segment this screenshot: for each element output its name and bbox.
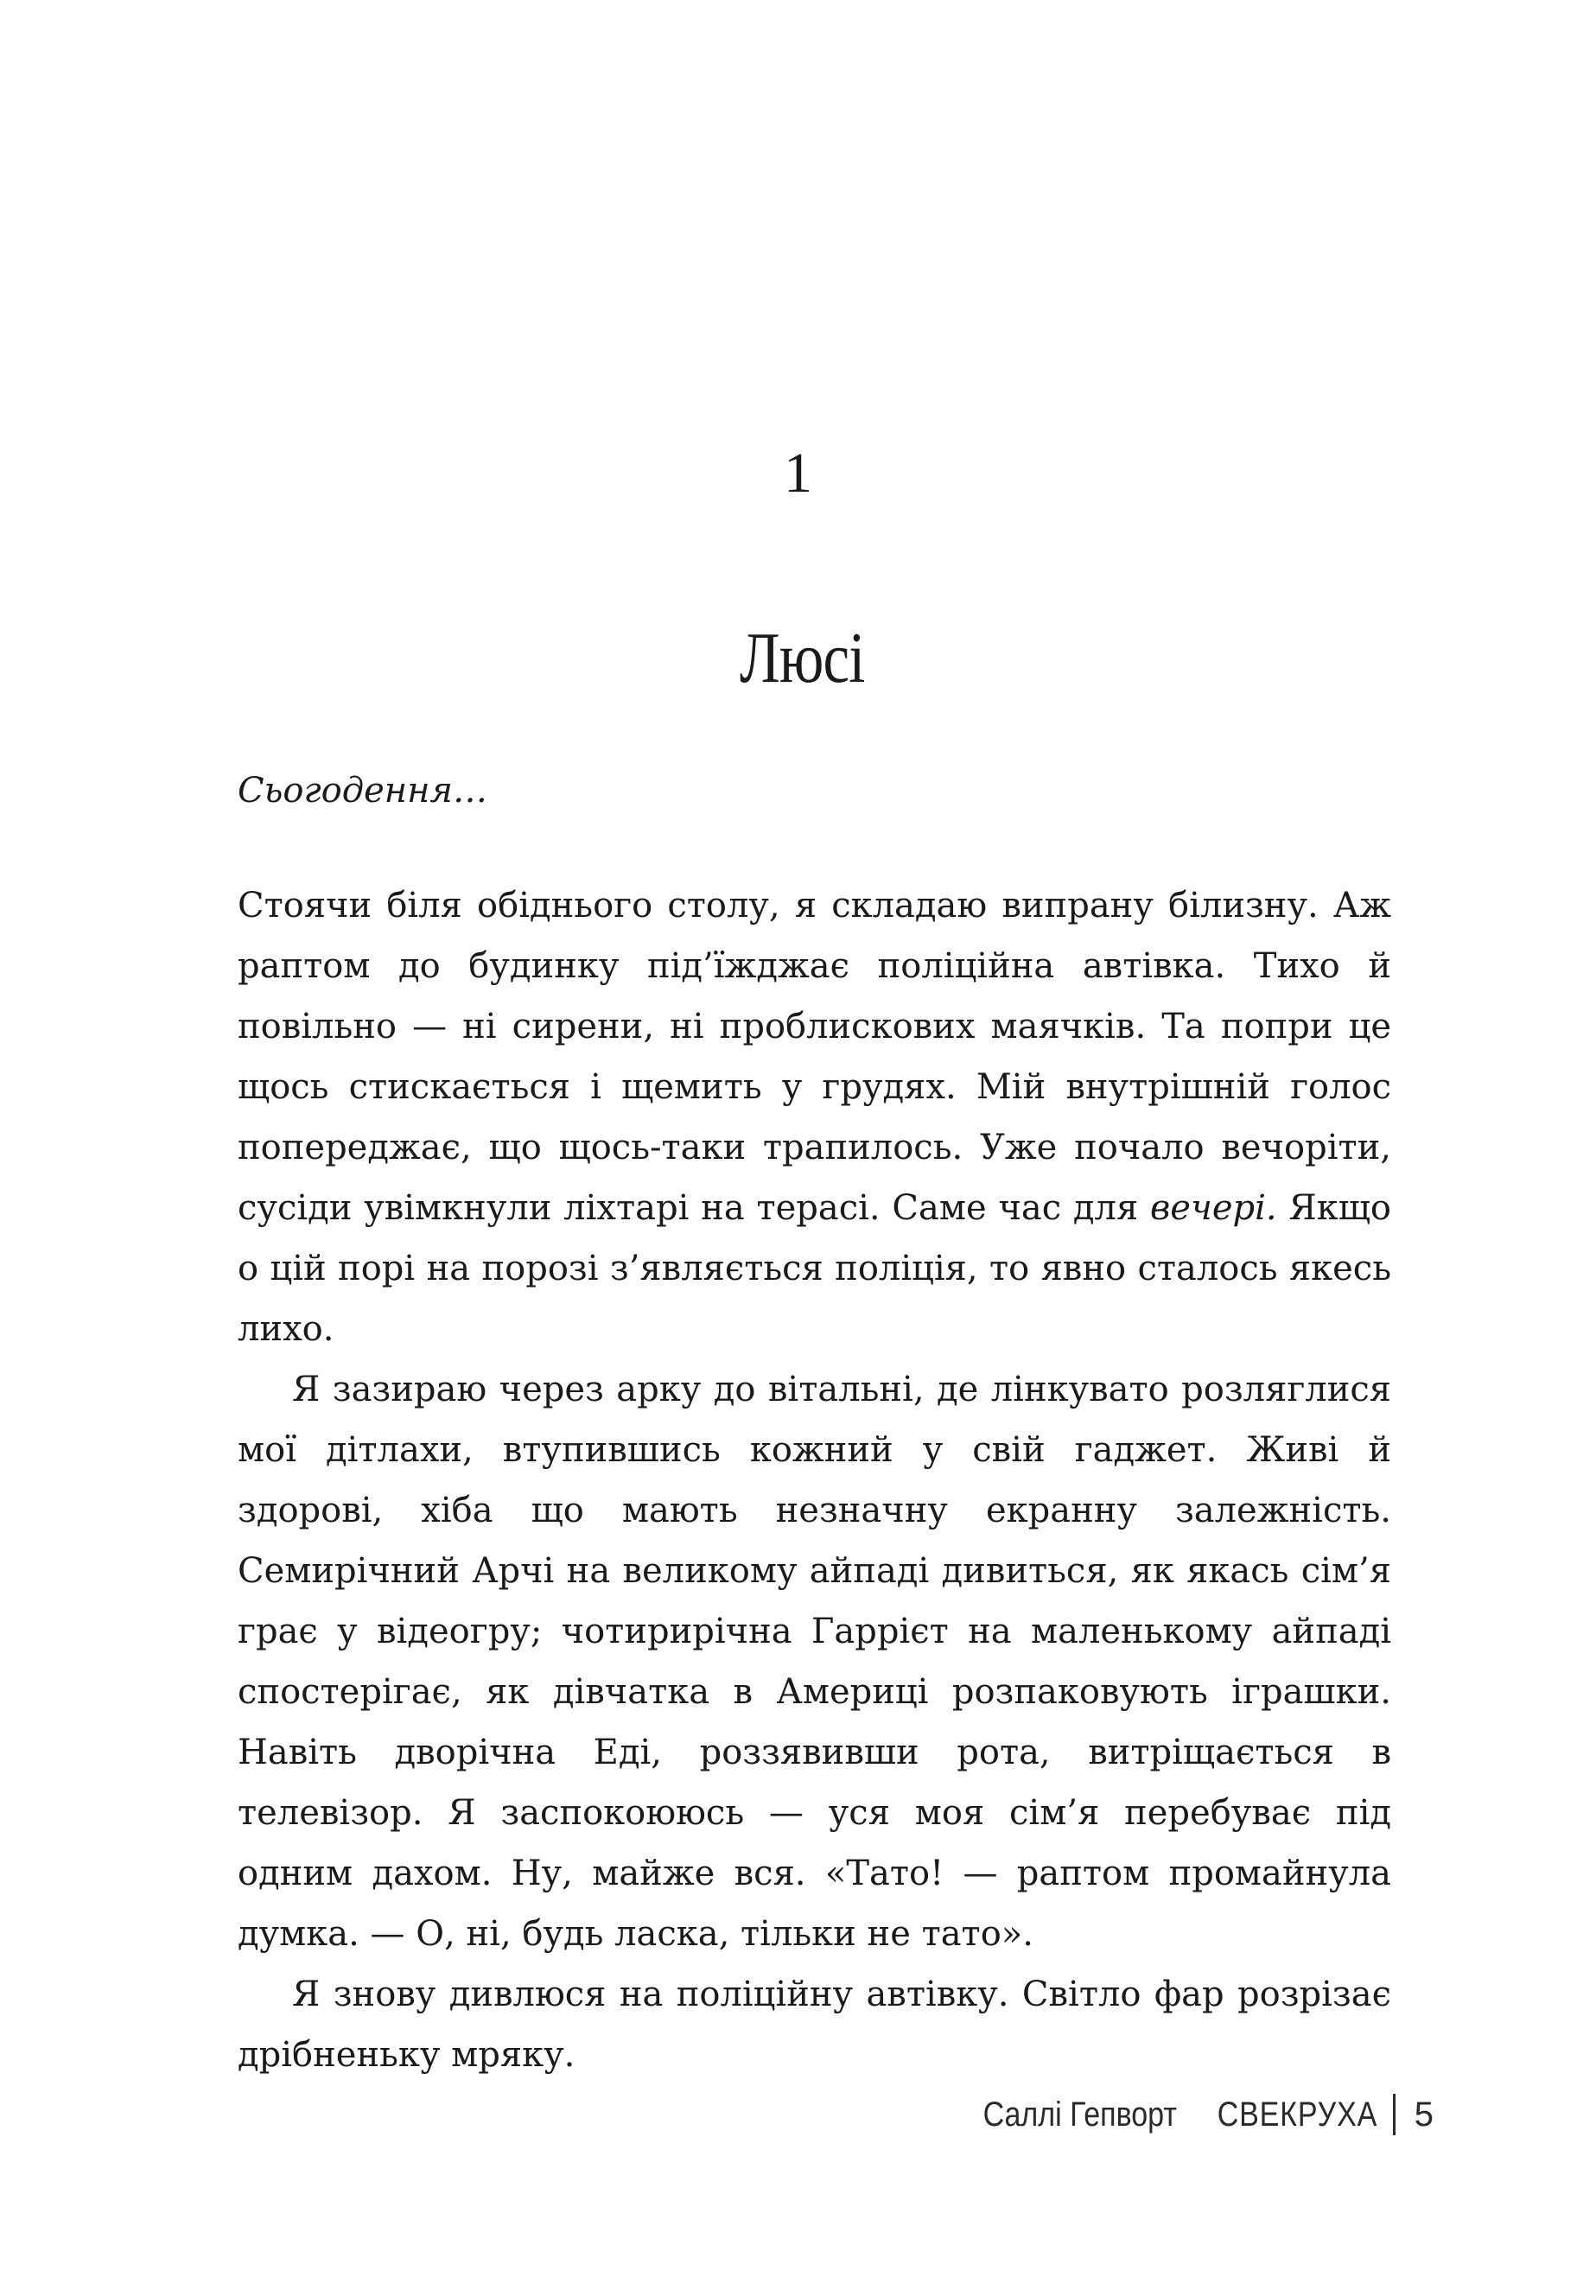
footer-author: Саллі Гепворт bbox=[982, 2096, 1177, 2134]
body-text bbox=[238, 875, 1391, 2085]
paragraph-1 bbox=[238, 875, 1391, 1359]
footer-book-title: СВЕКРУХА bbox=[1217, 2096, 1377, 2134]
footer-separator bbox=[1393, 2094, 1396, 2135]
chapter-title: Люсі bbox=[739, 618, 865, 698]
chapter-number: 1 bbox=[784, 442, 812, 505]
paragraph-3: Я знову дивлюся на поліційну автівку. Світло фар розрізає дрібненьку мряку. bbox=[238, 1975, 1391, 2075]
paragraph-2: Я зазираю через арку до вітальні, де лінкувато розляглися мої дітлахи, втупившись кожний у свій гаджет. Живі й здорові, хіба що мають незначну екранну залежність. Семирічний Арчі на великому айпаді дивиться, як якась сім’я грає у відеогру; чотирирічна Гаррієт на маленькому айпаді спостерігає, як дівчатка в Америці розпаковують іграшки. Навіть дворічна Еді, роззявивши рота, витріщається в телевізор. Я заспокоююсь — уся моя сім’я перебуває під одним дахом. Ну, майже вся. «Тато! — раптом промайнула думка. — О, ні, будь ласка, тільки не тато». bbox=[238, 1370, 1391, 1954]
paragraph-1-text-a: Стоячи біля обіднього столу, я складаю випрану білизну. Аж раптом до будинку під’їжджає поліційна автівка. Тихо й повільно — ні сирени, ні проблискових маячків. Та попри це щось стискається і щемить у грудях. Мій внутрішній голос попереджає, що щось-таки трапилось. Уже почало вечоріти, сусіди увімкнули ліхтарі на терасі. Саме час для bbox=[238, 886, 1391, 1228]
page-number: 5 bbox=[1414, 2096, 1434, 2134]
page-footer bbox=[949, 2089, 1434, 2140]
paragraph-1-emphasis: вечері. bbox=[1150, 1188, 1277, 1228]
paragraph-1-text-b: Якщо о цій порі на порозі з’являється поліція, то явно сталось якесь лихо. bbox=[238, 1188, 1391, 1349]
epigraph: Сьогодення… bbox=[238, 771, 487, 811]
